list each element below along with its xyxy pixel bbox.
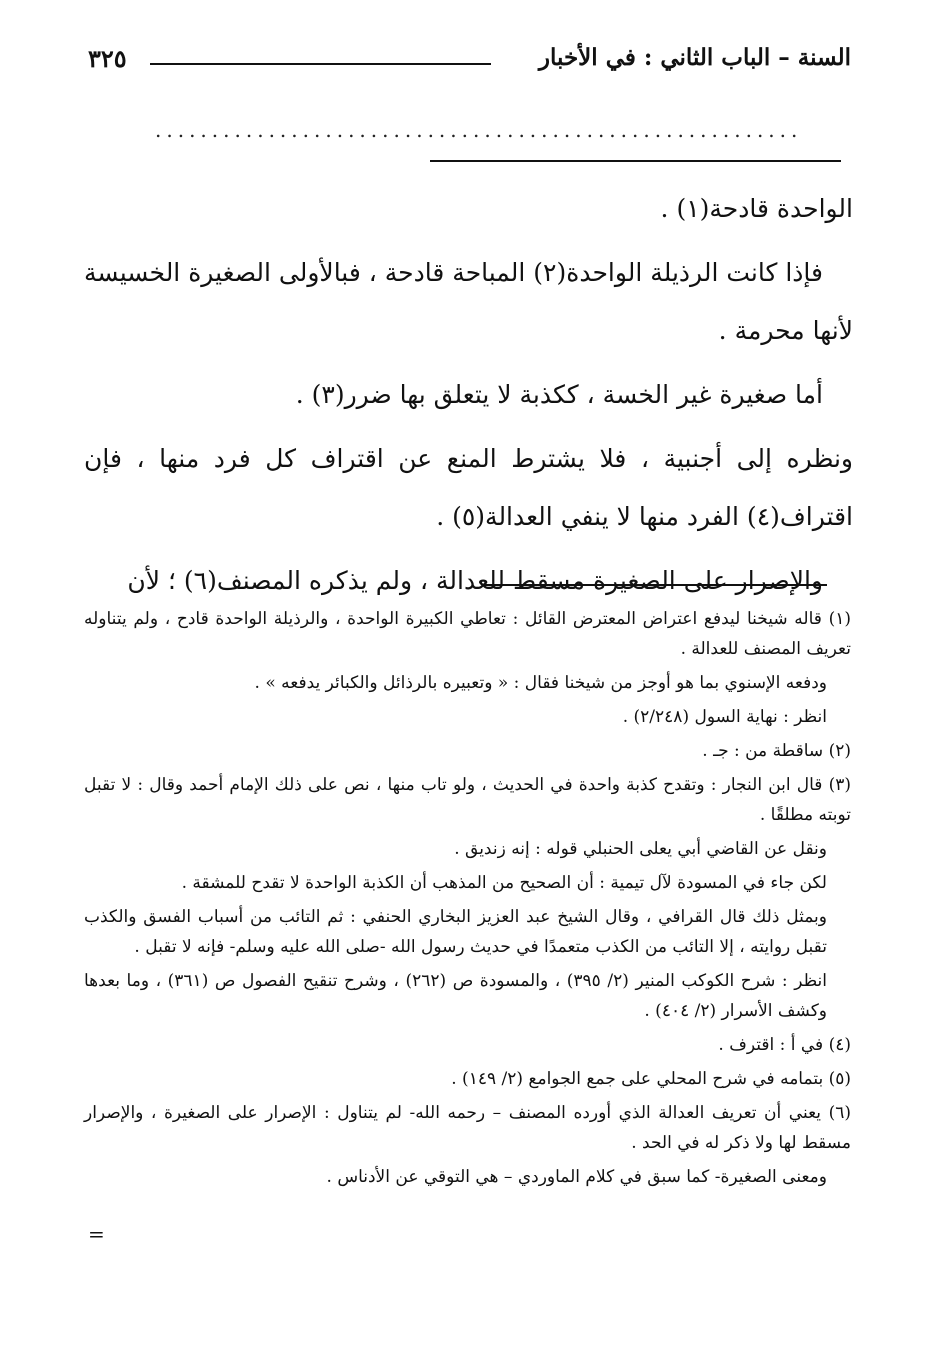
footnote-1-continuation: ودفعه الإسنوي بما هو أوجز من شيخنا فقال : « وتعبيره بالرذائل والكبائر يدفعه » . bbox=[254, 673, 827, 693]
footnote-2: (٢) ساقطة من : جـ . bbox=[702, 741, 851, 761]
paragraph: أما صغيرة غير الخسة ، ككذبة لا يتعلق بها ضرر(٣) . bbox=[295, 380, 823, 409]
header-rule bbox=[150, 63, 491, 65]
footnote-1: (١) قاله شيخنا ليدفع اعتراض المعترض القائل : تعاطي الكبيرة الواحدة ، والرذيلة الواحدة قادح ، ولم يتناوله تعريف المصنف للعدالة . bbox=[84, 609, 851, 659]
footnote-1-reference: انظر : نهاية السول (٢/٢٤٨) . bbox=[622, 707, 827, 727]
continuation-mark: = bbox=[88, 1222, 105, 1246]
main-text bbox=[84, 180, 853, 616]
footnote-3-continuation: لكن جاء في المسودة لآل تيمية : أن الصحيح من المذهب أن الكذبة الواحدة لا تقدح للمشقة . bbox=[181, 873, 827, 893]
footnote-6: (٦) يعني أن تعريف العدالة الذي أورده المصنف – رحمه الله- لم يتناول : الإصرار على الصغيرة ، والإصرار مسقط لها ولا ذكر له في الحد . bbox=[84, 1103, 851, 1153]
footnote-3: (٣) قال ابن النجار : وتقدح كذبة واحدة في الحديث ، ولو تاب منها ، نص على ذلك الإمام أحمد وقال : لا تقبل توبته مطلقًا . bbox=[84, 775, 851, 825]
footnote-3-continuation: ونقل عن القاضي أبي يعلى الحنبلي قوله : إنه زنديق . bbox=[454, 839, 827, 859]
footnote-5: (٥) بتمامه في شرح المحلي على جمع الجوامع (٢/ ١٤٩) . bbox=[451, 1069, 851, 1089]
running-head bbox=[88, 44, 851, 84]
footnote-4: (٤) في أ : اقترف . bbox=[718, 1035, 851, 1055]
paragraph: والإصرار على الصغيرة مسقط للعدالة ، ولم يذكره المصنف(٦) ؛ لأن bbox=[127, 566, 823, 595]
paragraph: الواحدة قادحة(١) . bbox=[660, 194, 853, 223]
footnote-6-continuation: ومعنى الصغيرة- كما سبق في كلام الماوردي – هي التوقي عن الأدناس . bbox=[326, 1167, 827, 1187]
running-title: السنة – الباب الثاني : في الأخبار bbox=[538, 44, 851, 71]
paragraph: ونظره إلى أجنبية ، فلا يشترط المنع عن اقتراف كل فرد منها ، فإن اقتراف(٤) الفرد منها لا ينفي العدالة(٥) . bbox=[84, 444, 853, 531]
paragraph: فإذا كانت الرذيلة الواحدة(٢) المباحة قادحة ، فبالأولى الصغيرة الخسيسة لأنها محرمة . bbox=[84, 258, 853, 345]
section-rule bbox=[430, 160, 841, 162]
footnote-separator bbox=[485, 584, 827, 586]
omission-dots: ......................................................... bbox=[155, 118, 803, 142]
footnote-3-reference: انظر : شرح الكوكب المنير (٢/ ٣٩٥) ، والمسودة ص (٢٦٢) ، وشرح تنقيح الفصول ص (٣٦١) ، وما بعدها وكشف الأسرار (٢/ ٤٠٤) . bbox=[84, 971, 827, 1021]
page-number: ٣٢٥ bbox=[88, 44, 127, 73]
footnote-3-continuation: وبمثل ذلك قال القرافي ، وقال الشيخ عبد العزيز البخاري الحنفي : ثم التائب من أسباب الفسق والكذب تقبل روايته ، إلا التائب من الكذب متعمدًا في حديث رسول الله -صلى الله عليه وسلم- فإنه لا تقبل . bbox=[84, 907, 827, 957]
footnotes bbox=[84, 604, 851, 1196]
